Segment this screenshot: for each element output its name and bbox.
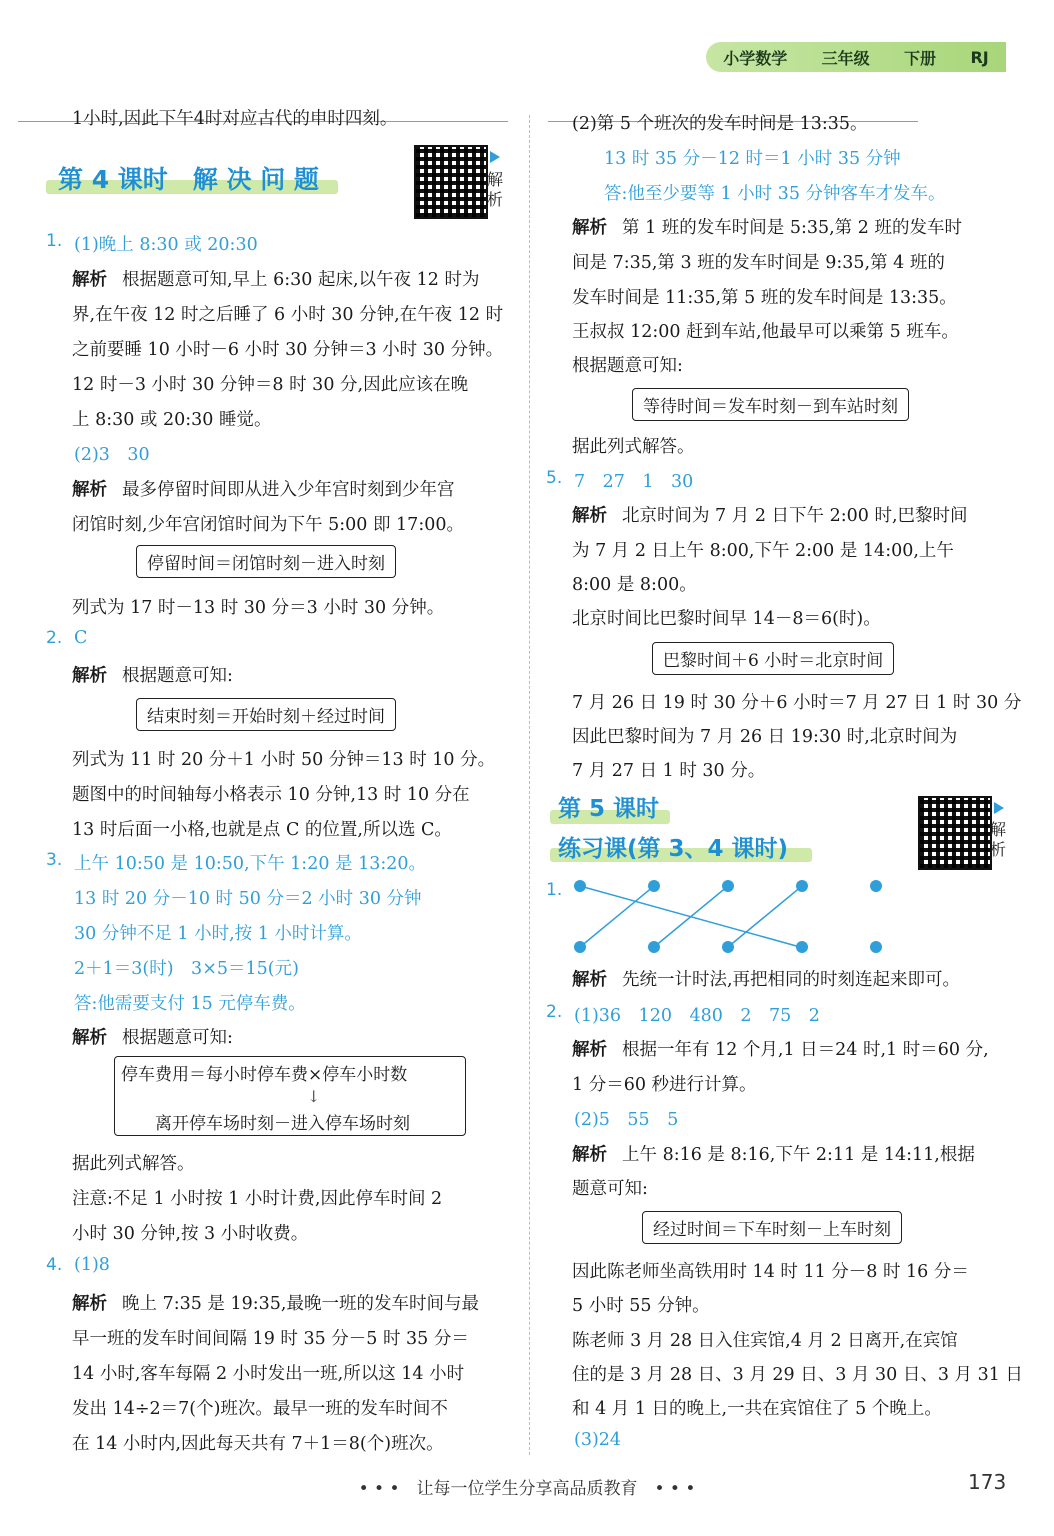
p2-formula-box: 经过时间＝下车时刻－上车时刻	[642, 1211, 902, 1244]
q4-answer-1: (1)8	[74, 1255, 110, 1275]
q2-analysis-line: 题图中的时间轴每小格表示 10 分钟,13 时 10 分在	[72, 785, 470, 805]
q2-analysis-line: 13 时后面一小格,也就是点 C 的位置,所以选 C。	[72, 820, 452, 840]
q4-analysis-keyword: 解析	[72, 1294, 107, 1314]
header-tag	[706, 42, 1006, 72]
header-subject: 小学数学	[723, 48, 788, 68]
q2-analysis-keyword: 解析	[72, 666, 107, 686]
q1-analysis-line: 界,在午夜 12 时之后睡了 6 小时 30 分钟,在午夜 12 时	[72, 305, 504, 325]
q2-analysis: 根据题意可知:	[122, 666, 233, 686]
p2-analysis-line: 住的是 3 月 28 日、3 月 29 日、3 月 30 日、3 月 31 日	[572, 1365, 1023, 1385]
q4-analysis-line: 发出 14÷2＝7(个)班次。最早一班的发车时间不	[72, 1399, 448, 1419]
q2-answer: C	[74, 628, 88, 648]
q3-formula-line-2: 离开停车场时刻－进入停车场时刻	[155, 1114, 410, 1134]
q1-number: 1.	[46, 231, 63, 251]
q1-analysis-line: 根据题意可知,早上 6:30 起床,以午夜 12 时为	[122, 270, 480, 290]
q1-analysis2-line: 闭馆时刻,少年宫闭馆时间为下午 5:00 即 17:00。	[72, 515, 464, 535]
match-dot	[574, 880, 586, 892]
q5-formula-box: 巴黎时间＋6 小时＝北京时间	[652, 642, 894, 675]
p2-answer-2: (2)5 55 5	[574, 1110, 679, 1130]
q3-answer-line: 30 分钟不足 1 小时,按 1 小时计算。	[74, 924, 362, 944]
p2-analysis-line: 和 4 月 1 日的晚上,一共在宾馆住了 5 个晚上。	[572, 1399, 942, 1419]
q1-calculation: 列式为 17 时－13 时 30 分＝3 小时 30 分钟。	[72, 598, 445, 618]
page-number: 173	[968, 1470, 1007, 1494]
q5-number: 5.	[546, 468, 563, 488]
right-continuation: (2)第 5 个班次的发车时间是 13:35。	[572, 114, 868, 134]
header-grade: 三年级	[821, 48, 870, 68]
q4-right-analysis-line: 发车时间是 11:35,第 5 班的发车时间是 13:35。	[572, 288, 957, 308]
q5-analysis-keyword: 解析	[572, 506, 607, 526]
q2-analysis-line: 列式为 11 时 20 分＋1 小时 50 分钟＝13 时 10 分。	[72, 750, 496, 770]
q3-formula-line-1: 停车费用＝每小时停车费×停车小时数	[121, 1065, 408, 1085]
match-dot	[870, 941, 882, 953]
matching-diagram	[560, 872, 900, 962]
q3-analysis-line: 注意:不足 1 小时按 1 小时计费,因此停车时间 2	[72, 1189, 443, 1209]
q3-number: 3.	[46, 850, 63, 870]
qr-code-section-4[interactable]	[414, 145, 488, 219]
column-divider	[529, 115, 530, 1455]
q3-answer-line: 13 时 20 分－10 时 50 分＝2 小时 30 分钟	[74, 889, 422, 909]
p2-analysis2-keyword: 解析	[572, 1145, 607, 1165]
q1-analysis2-keyword: 解析	[72, 480, 107, 500]
section-4-title: 第 4 课时 解 决 问 题	[58, 165, 319, 194]
q3-answer-line: 2＋1＝3(时) 3×5＝15(元)	[74, 959, 299, 979]
q1-answer-2: (2)3 30	[74, 445, 150, 465]
q5-analysis-line: 7 月 26 日 19 时 30 分＋6 小时＝7 月 27 日 1 时 30 分	[572, 693, 1022, 713]
p2-analysis-line: 陈老师 3 月 28 日入住宾馆,4 月 2 日离开,在宾馆	[572, 1331, 958, 1351]
q3-formula-box	[114, 1056, 466, 1136]
p2-analysis1-keyword: 解析	[572, 1040, 607, 1060]
p2-number: 2.	[546, 1002, 563, 1022]
q1-answer-1: (1)晚上 8:30 或 20:30	[74, 235, 258, 255]
q3-analysis-keyword: 解析	[72, 1028, 107, 1048]
q5-analysis-line: 8:00 是 8:00。	[572, 575, 697, 595]
q1-analysis-line: 12 时－3 小时 30 分钟＝8 时 30 分,因此应该在晚	[72, 375, 469, 395]
q3-answer-line: 答:他需要支付 15 元停车费。	[74, 994, 306, 1014]
q1-analysis-keyword: 解析	[72, 270, 107, 290]
qr-label-section-4: 解析	[487, 170, 504, 209]
header-edition: RJ	[970, 47, 989, 67]
q5-analysis-line: 7 月 27 日 1 时 30 分。	[572, 761, 766, 781]
p2-answer-1: (1)36 120 480 2 75 2	[574, 1006, 820, 1026]
match-dot	[648, 880, 660, 892]
match-line	[580, 886, 654, 947]
match-dot	[722, 941, 734, 953]
left-continuation: 1小时,因此下午4时对应古代的申时四刻。	[72, 109, 398, 129]
match-line	[654, 886, 728, 947]
q4-analysis-line: 14 小时,客车每隔 2 小时发出一班,所以这 14 小时	[72, 1364, 465, 1384]
q4-answer-line: 13 时 35 分－12 时＝1 小时 35 分钟	[604, 149, 901, 169]
q4-answer-line: 答:他至少要等 1 小时 35 分钟客车才发车。	[604, 184, 946, 204]
q5-analysis-line: 北京时间为 7 月 2 日下午 2:00 时,巴黎时间	[622, 506, 968, 526]
match-dot	[722, 880, 734, 892]
qr-label-section-5: 解析	[990, 820, 1007, 859]
q4-analysis-line: 在 14 小时内,因此每天共有 7＋1＝8(个)班次。	[72, 1434, 444, 1454]
q4-analysis-line: 晚上 7:35 是 19:35,最晚一班的发车时间与最	[122, 1294, 479, 1314]
p2-analysis2-line: 题意可知:	[572, 1179, 648, 1199]
q3-analysis-line: 小时 30 分钟,按 3 小时收费。	[72, 1224, 309, 1244]
q4-number: 4.	[46, 1255, 63, 1275]
q4-right-analysis-line: 第 1 班的发车时间是 5:35,第 2 班的发车时	[622, 218, 962, 238]
q3-analysis-line: 据此列式解答。	[72, 1154, 195, 1174]
p1-analysis-keyword: 解析	[572, 970, 607, 990]
p1-number: 1.	[546, 880, 563, 900]
p2-analysis-line: 5 小时 55 分钟。	[572, 1296, 710, 1316]
q5-answer: 7 27 1 30	[574, 472, 694, 492]
q1-analysis-line: 上 8:30 或 20:30 睡觉。	[72, 410, 272, 430]
q1-analysis2-line: 最多停留时间即从进入少年宫时刻到少年宫	[122, 480, 455, 500]
q4-analysis-line: 早一班的发车时间间隔 19 时 35 分－5 时 35 分＝	[72, 1329, 469, 1349]
q4-right-analysis-line: 王叔叔 12:00 赶到车站,他最早可以乘第 5 班车。	[572, 322, 959, 342]
q1-analysis-line: 之前要睡 10 小时－6 小时 30 分钟＝3 小时 30 分钟。	[72, 340, 504, 360]
p2-analysis-line: 因此陈老师坐高铁用时 14 时 11 分－8 时 16 分＝	[572, 1262, 969, 1282]
match-dot	[648, 941, 660, 953]
qr-code-section-5[interactable]	[918, 796, 992, 870]
play-icon	[994, 802, 1004, 814]
arrow-down-icon: ↓	[307, 1087, 321, 1106]
section-5-subtitle: 练习课(第 3、4 课时)	[558, 836, 789, 862]
q5-analysis-line: 北京时间比巴黎时间早 14－8＝6(时)。	[572, 609, 881, 629]
q4-right-analysis-line: 根据题意可知:	[572, 356, 683, 376]
play-icon	[490, 151, 500, 163]
q5-analysis-line: 因此巴黎时间为 7 月 26 日 19:30 时,北京时间为	[572, 727, 958, 747]
p2-analysis1-line: 1 分＝60 秒进行计算。	[572, 1075, 757, 1095]
match-dot	[796, 941, 808, 953]
q1-formula-box: 停留时间＝闭馆时刻－进入时刻	[136, 545, 396, 578]
q4-conclusion: 据此列式解答。	[572, 437, 695, 457]
header-volume: 下册	[904, 48, 937, 68]
p2-analysis1-line: 根据一年有 12 个月,1 日＝24 时,1 时＝60 分,	[622, 1040, 989, 1060]
q2-number: 2.	[46, 628, 63, 648]
p1-analysis: 先统一计时法,再把相同的时刻连起来即可。	[622, 970, 961, 990]
section-5-title: 第 5 课时	[558, 796, 660, 822]
match-dot	[574, 941, 586, 953]
p2-answer-3: (3)24	[574, 1430, 622, 1450]
q4-right-analysis-keyword: 解析	[572, 218, 607, 238]
q3-answer-line: 上午 10:50 是 10:50,下午 1:20 是 13:20。	[74, 854, 427, 874]
q4-right-analysis-line: 间是 7:35,第 3 班的发车时间是 9:35,第 4 班的	[572, 253, 945, 273]
footer-slogan: • • • 让每一位学生分享高品质教育 • • •	[358, 1479, 696, 1499]
q4-formula-box: 等待时间＝发车时刻－到车站时刻	[632, 388, 909, 421]
p2-analysis2-line: 上午 8:16 是 8:16,下午 2:11 是 14:11,根据	[622, 1145, 975, 1165]
q3-analysis: 根据题意可知:	[122, 1028, 233, 1048]
match-dot	[870, 880, 882, 892]
q2-formula-box: 结束时刻＝开始时刻＋经过时间	[136, 698, 396, 731]
q5-analysis-line: 为 7 月 2 日上午 8:00,下午 2:00 是 14:00,上午	[572, 541, 954, 561]
match-dot	[796, 880, 808, 892]
